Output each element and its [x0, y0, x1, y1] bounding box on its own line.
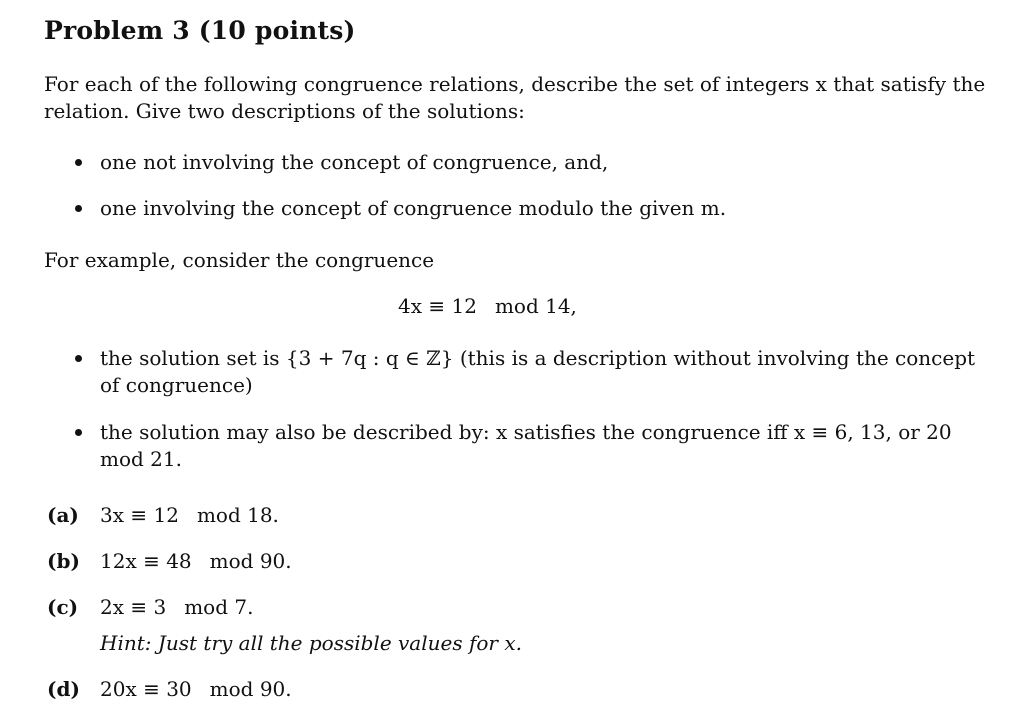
example-congruence-lhs: 4x ≡ 12 — [398, 294, 477, 318]
part-b-modulus: mod 90. — [209, 549, 292, 573]
description-bullet-2: one involving the concept of congruence modulo the given m. — [100, 196, 727, 220]
part-label-a: (a) — [47, 503, 79, 527]
bullet-icon — [75, 429, 82, 436]
bullet-icon — [75, 159, 82, 166]
part-label-d: (d) — [47, 677, 80, 701]
part-b-congruence — [100, 548, 292, 575]
bullet-icon — [75, 205, 82, 212]
problem-title: Problem 3 (10 points) — [44, 16, 356, 45]
part-a-modulus: mod 18. — [196, 503, 279, 527]
part-c-modulus: mod 7. — [184, 595, 254, 619]
part-a-congruence — [100, 502, 279, 529]
description-bullet-1: one not involving the concept of congruence, and, — [100, 150, 609, 174]
part-c-congruence — [100, 594, 253, 621]
part-label-b: (b) — [47, 549, 80, 573]
example-bullet-1-line-1: the solution set is {3 + 7q : q ∈ ℤ} (this is a description without involving the concept — [100, 346, 976, 370]
example-congruence — [398, 294, 577, 318]
example-bullet-2-line-1: the solution may also be described by: x satisfies the congruence iff x ≡ 6, 13, or 20 — [100, 420, 952, 444]
intro-line-1: For each of the following congruence relations, describe the set of integers x that satisfy the — [44, 72, 986, 96]
example-bullet-2-line-2: mod 21. — [100, 447, 182, 471]
part-d-modulus: mod 90. — [209, 677, 292, 701]
part-c-lhs: 2x ≡ 3 — [100, 595, 167, 619]
part-b-lhs: 12x ≡ 48 — [100, 549, 192, 573]
example-lead: For example, consider the congruence — [44, 248, 435, 272]
part-label-c: (c) — [47, 595, 79, 619]
part-d-lhs: 20x ≡ 30 — [100, 677, 192, 701]
example-bullet-1-line-2: of congruence) — [100, 373, 253, 397]
part-a-lhs: 3x ≡ 12 — [100, 503, 179, 527]
part-d-congruence — [100, 676, 292, 703]
intro-line-2: relation. Give two descriptions of the solutions: — [44, 99, 525, 123]
example-congruence-modulus: mod 14, — [494, 294, 577, 318]
bullet-icon — [75, 355, 82, 362]
part-c-hint: Hint: Just try all the possible values for x. — [100, 631, 522, 655]
